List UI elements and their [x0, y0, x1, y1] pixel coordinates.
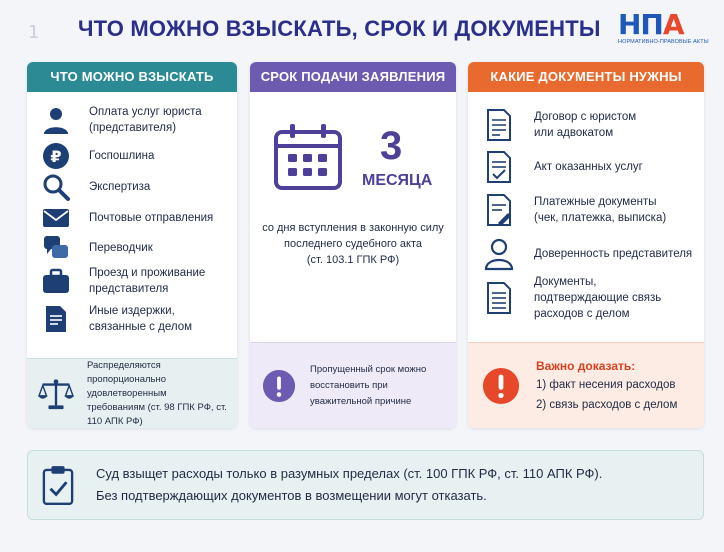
translator-icon [41, 233, 71, 263]
important-note [468, 342, 704, 428]
item-text: Почтовые отправления [89, 211, 214, 224]
exclamation-icon [262, 369, 296, 403]
item-text: Документы, подтверждающие связь расходов с делом [534, 276, 662, 320]
list-item [468, 276, 704, 320]
representative-icon [484, 237, 514, 271]
important-text [536, 357, 677, 415]
item-text: Иные издержки, связанные с делом [89, 305, 192, 333]
important-title: Важно доказать: [536, 358, 636, 373]
deadline-header: СРОК ПОДАЧИ ЗАЯВЛЕНИЯ [250, 62, 456, 92]
deadline-description [250, 220, 456, 268]
suitcase-icon [41, 266, 71, 296]
recoverable-costs-header: ЧТО МОЖНО ВЗЫСКАТЬ [27, 62, 237, 92]
list-item [27, 300, 237, 338]
svg-text:₽: ₽ [50, 146, 62, 166]
list-item [27, 140, 237, 171]
logo-mark [618, 10, 710, 40]
bottom-line-1: Суд взыщет расходы только в разумных пределах (ст. 100 ГПК РФ, ст. 110 АПК РФ). [96, 466, 603, 481]
user-icon [41, 105, 71, 135]
item-text: Доверенность представителя [534, 248, 693, 260]
list-item [468, 232, 704, 276]
important-point-1: 1) факт несения расходов [536, 378, 676, 391]
magnifier-icon [41, 172, 71, 202]
item-text: Акт оказанных услуг [534, 161, 643, 173]
logo-subtitle: НОРМАТИВНО-ПРАВОВЫЕ АКТЫ [618, 39, 709, 45]
documents-list [468, 92, 704, 320]
bottom-line-2: Без подтверждающих документов в возмещении могут отказать. [96, 488, 487, 503]
deadline-number: 3 [380, 124, 403, 168]
document-icon [41, 304, 71, 334]
proportional-note-text: Распределяются пропорционально удовлетворенным требованиям (ст. 98 ГПК РФ, ст. 110 АПК РФ) [87, 359, 227, 427]
important-point-2: 2) связь расходов с делом [536, 398, 678, 411]
deadline-unit: МЕСЯЦА [362, 172, 433, 189]
contract-icon [484, 108, 514, 142]
list-item [27, 171, 237, 202]
list-item [27, 100, 237, 140]
logo-letter-red: А [662, 8, 684, 41]
list-item [468, 146, 704, 188]
list-item [468, 188, 704, 232]
ruble-icon [41, 141, 71, 171]
deadline-line-3: (ст. 103.1 ГПК РФ) [306, 254, 400, 266]
bottom-note-banner [27, 450, 704, 520]
item-text: Оплата услуг юриста (представителя) [89, 106, 202, 134]
act-icon [484, 150, 514, 184]
scales-icon [37, 377, 75, 411]
missed-deadline-note [250, 342, 456, 428]
item-text: Экспертиза [89, 180, 151, 193]
item-text: Госпошлина [89, 149, 155, 162]
deadline-panel [250, 62, 456, 428]
item-text: Договор с юристом или адвокатом [534, 111, 637, 139]
list-item [468, 104, 704, 146]
payment-doc-icon [484, 193, 514, 227]
page-title: ЧТО МОЖНО ВЗЫСКАТЬ, СРОК И ДОКУМЕНТЫ [78, 16, 601, 41]
recoverable-costs-panel [27, 62, 237, 428]
envelope-icon [41, 203, 71, 233]
list-item [27, 202, 237, 233]
list-item [27, 233, 237, 262]
page-number: 1 [28, 22, 40, 43]
deadline-line-2: последнего судебного акта [284, 238, 422, 250]
documents-header: КАКИЕ ДОКУМЕНТЫ НУЖНЫ [468, 62, 704, 92]
logo-letters-blue: НП [618, 8, 663, 41]
deadline-line-1: со дня вступления в законную силу [262, 222, 444, 234]
clipboard-check-icon [42, 464, 74, 506]
item-text: Проезд и проживание представителя [89, 267, 206, 295]
recoverable-costs-list [27, 92, 237, 338]
bottom-note-text [96, 463, 602, 507]
warning-icon [482, 367, 520, 405]
item-text: Переводчик [89, 241, 153, 254]
list-item [27, 262, 237, 300]
proportional-note [27, 358, 237, 428]
logo [618, 10, 710, 50]
documents-panel [468, 62, 704, 428]
calendar-icon [272, 120, 344, 192]
missed-deadline-text: Пропущенный срок можно восстановить при уважительной причине [310, 363, 427, 407]
list-doc-icon [484, 281, 514, 315]
item-text: Платежные документы (чек, платежка, выписка) [534, 196, 667, 224]
